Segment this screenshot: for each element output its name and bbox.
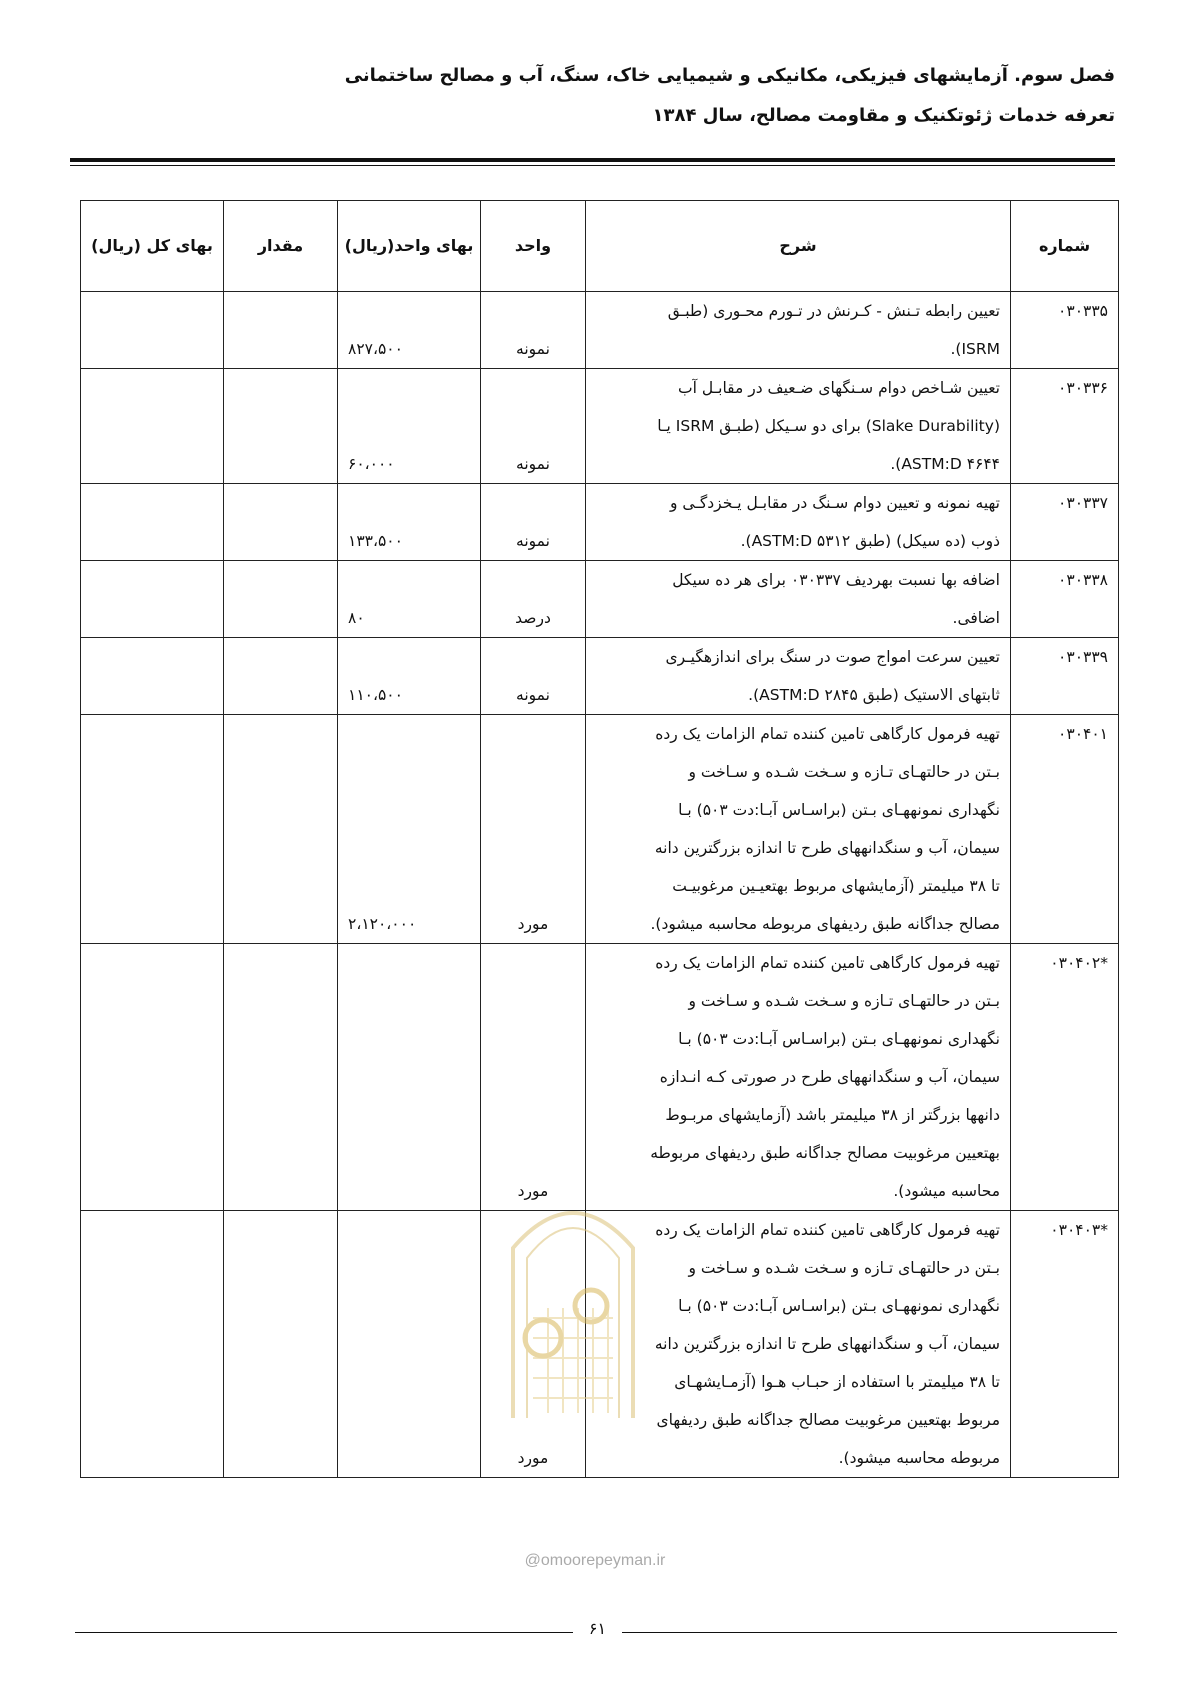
table-row (81, 638, 1119, 715)
header-rule-thick (70, 158, 1115, 162)
row-unit: نمونه (516, 455, 550, 473)
description-line: محاسبه میشود). (893, 1182, 1000, 1200)
row-quantity (224, 944, 338, 1211)
row-unit-price: ۶۰،۰۰۰ (348, 455, 395, 473)
row-quantity (224, 369, 338, 484)
row-description (586, 292, 1011, 369)
page-number: ۶۱ (588, 1619, 607, 1638)
table-row (81, 561, 1119, 638)
header-unit: واحد (481, 201, 586, 292)
description-line: سیمان، آب و سنگدانههای طرح در صورتی کـه انـدازه (659, 1068, 1000, 1086)
tariff-table (80, 200, 1119, 1478)
chapter-title: فصل سوم. آزمایشهای فیزیکی، مکانیکی و شیمیایی خاک، سنگ، آب و مصالح ساختمانی (344, 65, 1115, 86)
table-header-row (81, 201, 1119, 292)
header-description: شرح (586, 201, 1011, 292)
row-description (586, 638, 1011, 715)
description-line: ثابتهای الاستیک (طبق ASTM:D ۲۸۴۵). (748, 686, 1000, 704)
row-number: ۰۳۰۳۳۷ (1011, 484, 1119, 561)
header-total-price: بهای کل (ریال) (81, 201, 224, 292)
row-total-price (81, 561, 224, 638)
description-line: تعیین شـاخص دوام سـنگهای ضـعیف در مقابـل آب (678, 379, 1000, 397)
description-line: تهیه فرمول کارگاهی تامین کننده تمام الزامات یک رده (655, 1221, 1000, 1239)
row-unit-cell (481, 944, 586, 1211)
description-line: سیمان، آب و سنگدانههای طرح تا اندازه بزرگترین دانه (654, 839, 1000, 857)
description-line: نگهداری نمونههـای بـتن (براسـاس آبـا:دت ۵۰۳) بـا (678, 1297, 1000, 1315)
table-row (81, 292, 1119, 369)
row-quantity (224, 638, 338, 715)
row-unit-cell (481, 1211, 586, 1478)
row-description (586, 369, 1011, 484)
row-unit-cell (481, 561, 586, 638)
row-description (586, 1211, 1011, 1478)
description-line: مصالح جداگانه طبق ردیفهای مربوطه محاسبه میشود). (650, 915, 1000, 933)
table-row (81, 369, 1119, 484)
row-total-price (81, 944, 224, 1211)
description-line: نگهداری نمونههـای بـتن (براسـاس آبـا:دت ۵۰۳) بـا (678, 801, 1000, 819)
row-unit-price-cell (338, 1211, 481, 1478)
row-unit-price: ۲،۱۲۰،۰۰۰ (348, 915, 417, 933)
row-quantity (224, 292, 338, 369)
row-total-price (81, 292, 224, 369)
description-line: مربوط بهتعیین مرغوبیت مصالح جداگانه طبق ردیفهای (656, 1411, 1000, 1429)
row-unit-cell (481, 715, 586, 944)
row-total-price (81, 1211, 224, 1478)
row-unit-price-cell (338, 484, 481, 561)
description-line: بهتعیین مرغوبیت مصالح جداگانه طبق ردیفهای مربوطه (650, 1144, 1000, 1162)
row-unit-cell (481, 369, 586, 484)
description-line: اضافی. (952, 609, 1000, 627)
description-line: اضافه بها نسبت بهردیف ۰۳۰۳۳۷ برای هر ده سیکل (672, 571, 1000, 589)
description-line: ASTM:D ۴۶۴۴). (890, 455, 1000, 473)
description-line: نگهداری نمونههـای بـتن (براسـاس آبـا:دت ۵۰۳) بـا (678, 1030, 1000, 1048)
header-unit-price: بهای واحد(ریال) (338, 201, 481, 292)
description-line: تهیه فرمول کارگاهی تامین کننده تمام الزامات یک رده (655, 725, 1000, 743)
row-quantity (224, 561, 338, 638)
description-line: ذوب (ده سیکل) (طبق ASTM:D ۵۳۱۲). (740, 532, 1000, 550)
row-description (586, 484, 1011, 561)
website-watermark: @omoorepeyman.ir (524, 1552, 666, 1569)
row-total-price (81, 369, 224, 484)
row-unit-price-cell (338, 944, 481, 1211)
table-row (81, 944, 1119, 1211)
description-line: بـتن در حالتهـای تـازه و سـخت شـده و سـاخت و (688, 992, 1000, 1010)
row-unit-price-cell (338, 715, 481, 944)
footer-rule-right (622, 1632, 1117, 1633)
page-header (75, 62, 1115, 130)
header-number: شماره (1011, 201, 1119, 292)
row-unit-price-cell (338, 638, 481, 715)
row-unit-price: ۸۰ (348, 609, 365, 627)
header-quantity: مقدار (224, 201, 338, 292)
document-subtitle: تعرفه خدمات ژئوتکنیک و مقاومت مصالح، سال ۱۳۸۴ (652, 105, 1115, 126)
row-unit: مورد (517, 1449, 549, 1467)
row-description (586, 715, 1011, 944)
table-row (81, 484, 1119, 561)
row-unit-price: ۸۲۷،۵۰۰ (348, 340, 403, 358)
description-line: بـتن در حالتهـای تـازه و سـخت شـده و سـاخت و (688, 763, 1000, 781)
row-unit: مورد (517, 1182, 549, 1200)
row-number: ۰۳۰۳۳۵ (1011, 292, 1119, 369)
row-unit: نمونه (516, 686, 550, 704)
description-line: تا ۳۸ میلیمتر با استفاده از حبـاب هـوا (آزمـایشهـای (674, 1373, 1000, 1391)
row-unit-price-cell (338, 369, 481, 484)
row-total-price (81, 484, 224, 561)
row-unit-price-cell (338, 561, 481, 638)
row-number: *۰۳۰۴۰۳ (1011, 1211, 1119, 1478)
table-body (81, 292, 1119, 1478)
table-row (81, 715, 1119, 944)
row-description (586, 561, 1011, 638)
row-unit: نمونه (516, 532, 550, 550)
row-unit-cell (481, 484, 586, 561)
row-description (586, 944, 1011, 1211)
row-unit-cell (481, 292, 586, 369)
description-line: مربوطه محاسبه میشود). (838, 1449, 1000, 1467)
row-number: ۰۳۰۳۳۹ (1011, 638, 1119, 715)
description-line: تا ۳۸ میلیمتر (آزمایشهای مربوط بهتعیـین مرغوبیـت (672, 877, 1000, 895)
description-line: تعیین سرعت امواج صوت در سنگ برای اندازهگیـری (665, 648, 1000, 666)
header-rule-thin (70, 165, 1115, 166)
row-unit: درصد (515, 609, 551, 627)
row-number: ۰۳۰۴۰۱ (1011, 715, 1119, 944)
row-total-price (81, 715, 224, 944)
description-line: سیمان، آب و سنگدانههای طرح تا اندازه بزرگترین دانه (654, 1335, 1000, 1353)
description-line: تهیه فرمول کارگاهی تامین کننده تمام الزامات یک رده (655, 954, 1000, 972)
row-quantity (224, 715, 338, 944)
description-line: دانهها بزرگتر از ۳۸ میلیمتر باشد (آزمایشهای مربـوط (665, 1106, 1000, 1124)
row-unit-price: ۱۳۳،۵۰۰ (348, 532, 403, 550)
description-line: (Slake Durability) برای دو سـیکل (طبـق ISRM یـا (657, 417, 1000, 435)
row-unit-price-cell (338, 292, 481, 369)
table-row (81, 1211, 1119, 1478)
row-unit-price: ۱۱۰،۵۰۰ (348, 686, 403, 704)
description-line: تعیین رابطه تـنش - کـرنش در تـورم محـوری (طبـق (667, 302, 1000, 320)
row-number: *۰۳۰۴۰۲ (1011, 944, 1119, 1211)
description-line: بـتن در حالتهـای تـازه و سـخت شـده و سـاخت و (688, 1259, 1000, 1277)
row-quantity (224, 484, 338, 561)
row-unit-cell (481, 638, 586, 715)
row-unit: مورد (517, 915, 549, 933)
row-total-price (81, 638, 224, 715)
description-line: تهیه نمونه و تعیین دوام سـنگ در مقابـل یـخزدگـی و (670, 494, 1000, 512)
row-unit: نمونه (516, 340, 550, 358)
row-number: ۰۳۰۳۳۸ (1011, 561, 1119, 638)
row-quantity (224, 1211, 338, 1478)
footer-rule-left (75, 1632, 573, 1633)
row-number: ۰۳۰۳۳۶ (1011, 369, 1119, 484)
description-line: ISRM). (950, 340, 1000, 358)
